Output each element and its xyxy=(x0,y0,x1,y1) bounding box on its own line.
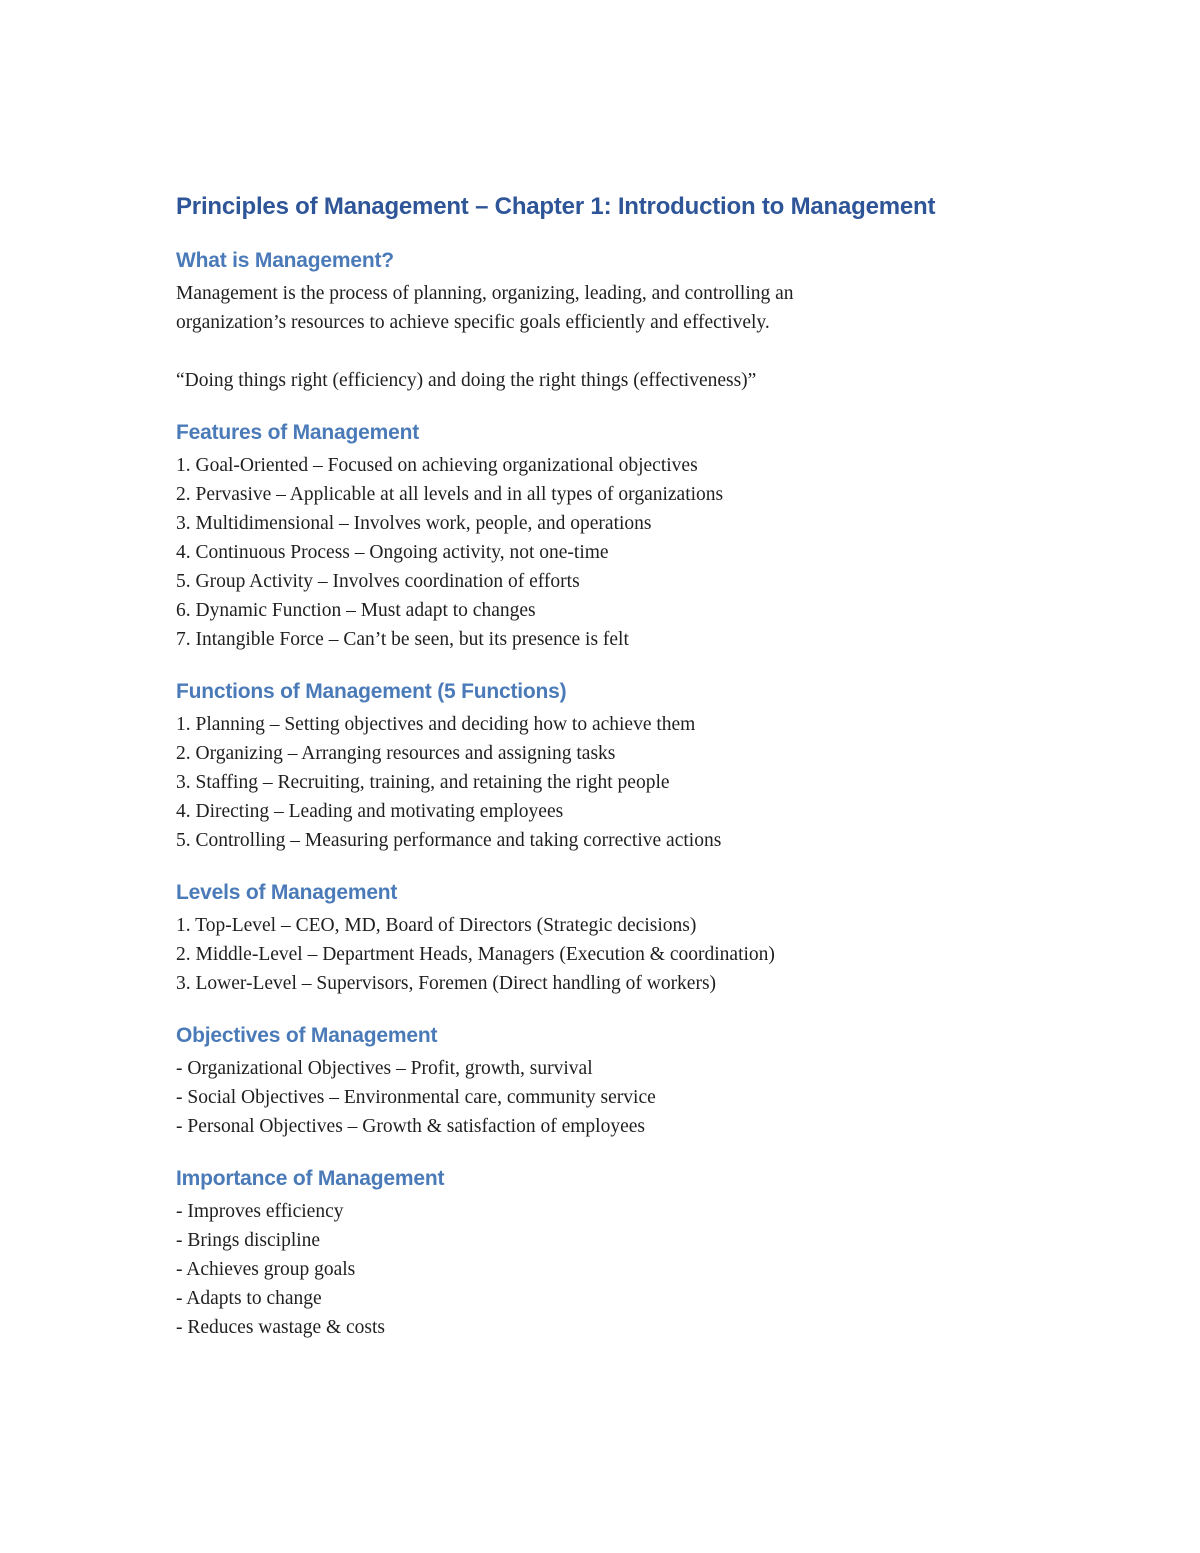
list-item: - Organizational Objectives – Profit, growth, survival xyxy=(176,1058,593,1079)
list-item: - Social Objectives – Environmental care, community service xyxy=(176,1087,656,1108)
list-item: 2. Pervasive – Applicable at all levels and in all types of organizations xyxy=(176,484,724,505)
list-item: 1. Planning – Setting objectives and deciding how to achieve them xyxy=(176,714,696,735)
list-item: 3. Lower-Level – Supervisors, Foremen (Direct handling of workers) xyxy=(176,973,717,994)
functions-list xyxy=(176,710,1036,855)
document-title: Principles of Management – Chapter 1: Introduction to Management xyxy=(176,193,936,220)
document-body xyxy=(176,190,1036,1342)
list-item: 5. Controlling – Measuring performance and taking corrective actions xyxy=(176,830,722,851)
levels-list xyxy=(176,911,1036,998)
list-item: - Adapts to change xyxy=(176,1288,322,1309)
list-item: - Personal Objectives – Growth & satisfaction of employees xyxy=(176,1116,645,1137)
list-item: - Achieves group goals xyxy=(176,1259,356,1280)
list-item: - Improves efficiency xyxy=(176,1201,344,1222)
heading-objectives-of-management: Objectives of Management xyxy=(176,1024,438,1047)
list-item: - Brings discipline xyxy=(176,1230,321,1251)
list-item: 4. Directing – Leading and motivating employees xyxy=(176,801,564,822)
heading-functions-of-management: Functions of Management (5 Functions) xyxy=(176,680,567,703)
list-item: 5. Group Activity – Involves coordination of efforts xyxy=(176,571,580,592)
list-item: 1. Top-Level – CEO, MD, Board of Directors (Strategic decisions) xyxy=(176,915,697,936)
heading-levels-of-management: Levels of Management xyxy=(176,881,398,904)
list-item: 6. Dynamic Function – Must adapt to changes xyxy=(176,600,536,621)
definition-line: Management is the process of planning, organizing, leading, and controlling an xyxy=(176,283,794,304)
heading-what-is-management: What is Management? xyxy=(176,249,394,272)
definition-line: organization’s resources to achieve specific goals efficiently and effectively. xyxy=(176,312,770,333)
list-item: 4. Continuous Process – Ongoing activity, not one-time xyxy=(176,542,609,563)
heading-importance-of-management: Importance of Management xyxy=(176,1167,445,1190)
list-item: 3. Multidimensional – Involves work, people, and operations xyxy=(176,513,652,534)
list-item: - Reduces wastage & costs xyxy=(176,1317,386,1338)
features-list xyxy=(176,451,1036,654)
importance-list xyxy=(176,1197,1036,1342)
list-item: 3. Staffing – Recruiting, training, and retaining the right people xyxy=(176,772,670,793)
objectives-list xyxy=(176,1054,1036,1141)
definition-quote: “Doing things right (efficiency) and doing the right things (effectiveness)” xyxy=(176,370,757,391)
list-item: 2. Middle-Level – Department Heads, Managers (Execution & coordination) xyxy=(176,944,775,965)
list-item: 1. Goal-Oriented – Focused on achieving organizational objectives xyxy=(176,455,698,476)
list-item: 7. Intangible Force – Can’t be seen, but its presence is felt xyxy=(176,629,629,650)
heading-features-of-management: Features of Management xyxy=(176,421,419,444)
list-item: 2. Organizing – Arranging resources and assigning tasks xyxy=(176,743,616,764)
